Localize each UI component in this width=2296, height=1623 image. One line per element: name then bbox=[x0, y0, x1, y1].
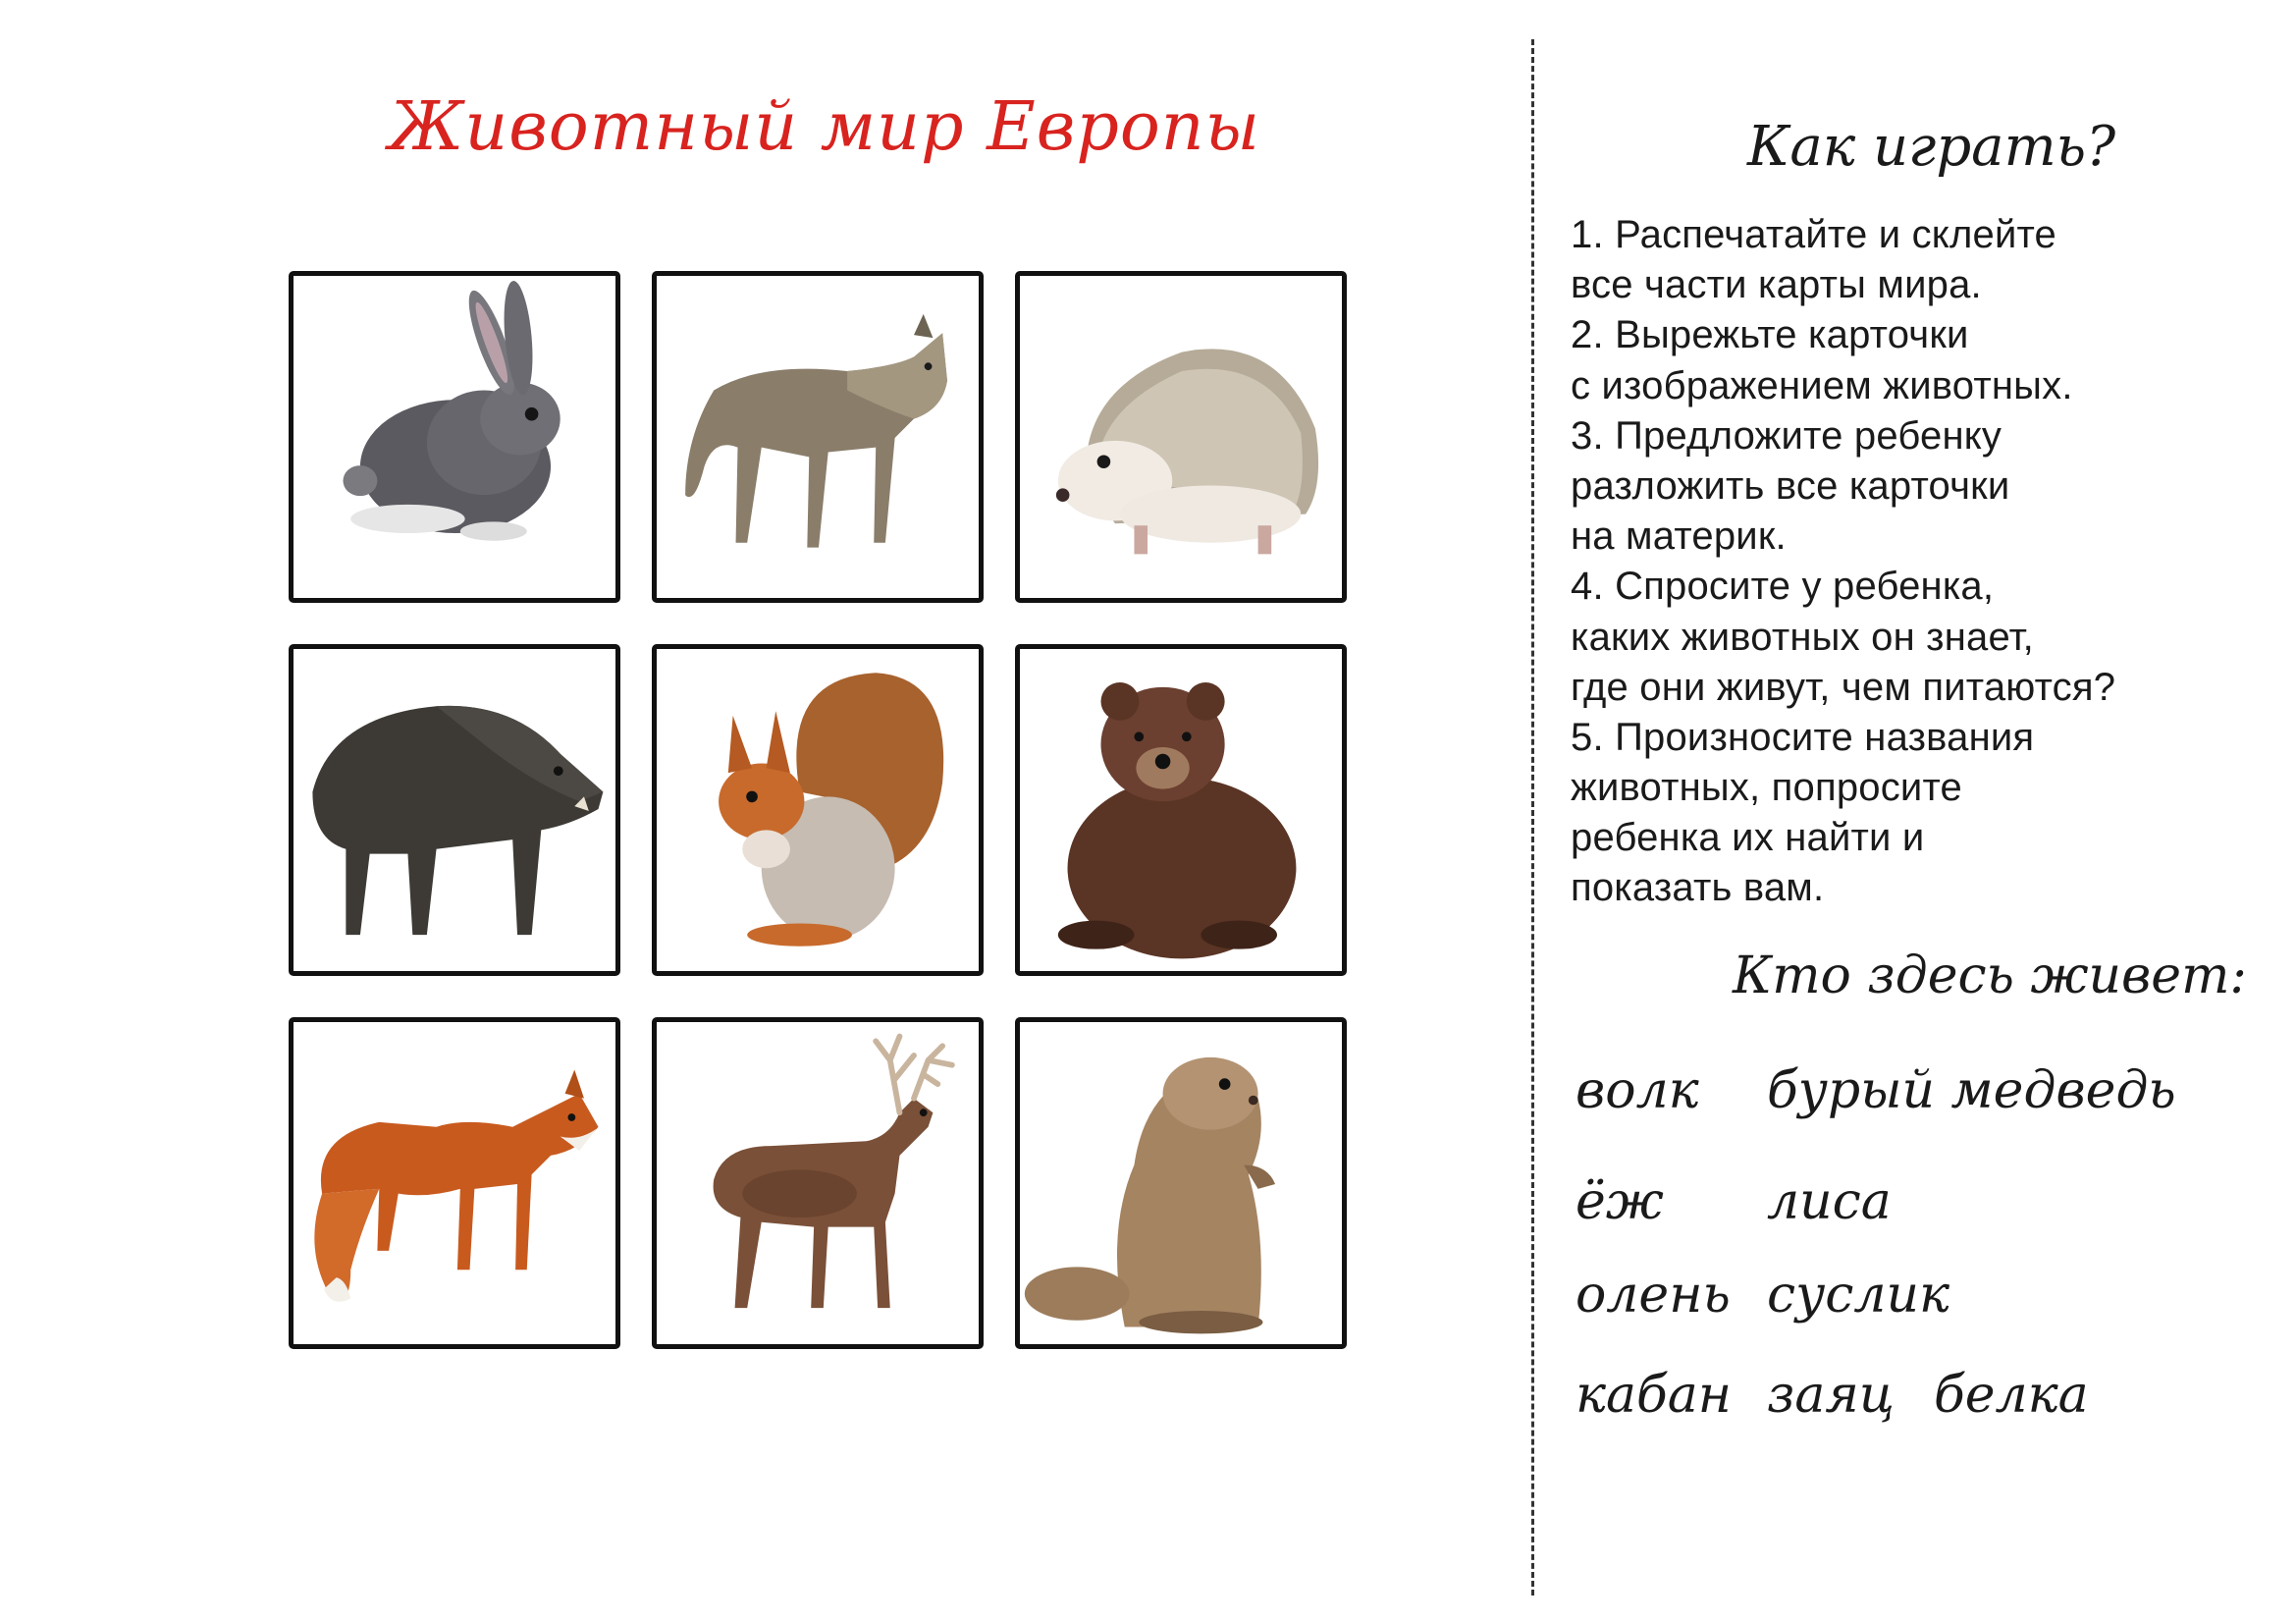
instruction-line: 4. Спросите у ребенка, bbox=[1571, 565, 1995, 609]
card-fox[interactable] bbox=[289, 1017, 620, 1349]
bear-icon bbox=[1020, 649, 1342, 971]
instruction-line: ребенка их найти и bbox=[1571, 816, 1925, 860]
instruction-line: с изображением животных. bbox=[1571, 363, 2073, 407]
instruction-line: 2. Вырежьте карточки bbox=[1571, 313, 1969, 357]
instruction-line: 1. Распечатайте и склейте bbox=[1571, 213, 2056, 256]
card-boar[interactable] bbox=[289, 644, 620, 976]
instruction-line: на материк. bbox=[1571, 514, 1787, 559]
instruction-line: животных, попросите bbox=[1571, 766, 1962, 810]
card-deer[interactable] bbox=[652, 1017, 984, 1349]
animal-word: олень bbox=[1575, 1266, 1731, 1325]
hedgehog-icon bbox=[1020, 276, 1342, 598]
instruction-line: 3. Предложите ребенку bbox=[1571, 413, 2002, 458]
fox-icon bbox=[294, 1022, 615, 1344]
howto-title: Как играть? bbox=[1747, 115, 2116, 179]
instruction-line: каких животных он знает, bbox=[1571, 615, 2034, 659]
animal-word: бурый медведь bbox=[1767, 1061, 2176, 1120]
instruction-line: разложить все карточки bbox=[1571, 463, 2010, 508]
card-hedgehog[interactable] bbox=[1015, 271, 1347, 603]
card-bear[interactable] bbox=[1015, 644, 1347, 976]
boar-icon bbox=[294, 649, 615, 971]
card-wolf[interactable] bbox=[652, 271, 984, 603]
animal-word: белка bbox=[1934, 1366, 2089, 1425]
instruction-line: все части карты мира. bbox=[1571, 263, 1982, 307]
animal-word: волк bbox=[1575, 1061, 1699, 1120]
animal-word: лиса bbox=[1767, 1172, 1892, 1231]
deer-icon bbox=[657, 1022, 979, 1344]
animal-word: кабан bbox=[1575, 1366, 1733, 1425]
animal-word: ёж bbox=[1575, 1172, 1664, 1231]
animal-word: заяц bbox=[1767, 1366, 1896, 1425]
wolf-icon bbox=[657, 276, 979, 598]
who-lives-title: Кто здесь живет: bbox=[1733, 947, 2247, 1005]
page-title: Животный мир Европы bbox=[389, 88, 1260, 166]
instruction-line: показать вам. bbox=[1571, 866, 1825, 910]
instruction-line: где они живут, чем питаются? bbox=[1571, 665, 2116, 709]
card-rabbit[interactable] bbox=[289, 271, 620, 603]
gopher-icon bbox=[1020, 1022, 1342, 1344]
rabbit-icon bbox=[294, 276, 615, 598]
animal-word: суслик bbox=[1767, 1266, 1950, 1325]
instruction-line: 5. Произносите названия bbox=[1571, 715, 2035, 759]
squirrel-icon bbox=[657, 649, 979, 971]
instruction-list bbox=[1571, 210, 2258, 914]
card-gopher[interactable] bbox=[1015, 1017, 1347, 1349]
cut-line bbox=[1531, 39, 1534, 1596]
card-squirrel[interactable] bbox=[652, 644, 984, 976]
